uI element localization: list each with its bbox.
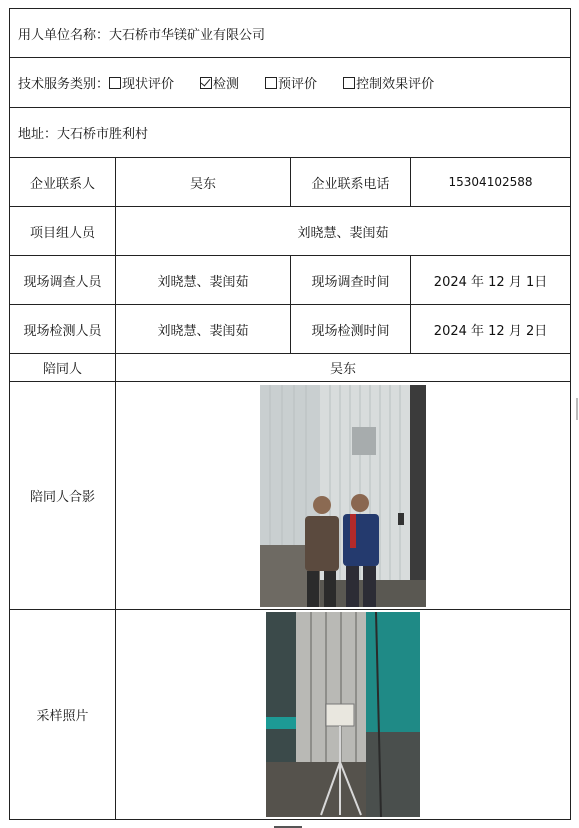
address-label: 地址： (18, 127, 58, 142)
survey-people-value: 刘晓慧、裴闺茹 (116, 256, 291, 305)
option-control-effect-evaluation[interactable]: 控制效果评价 (343, 77, 434, 92)
service-type-label: 技术服务类别： (18, 77, 110, 92)
sampling-photo-label: 采样照片 (10, 610, 116, 820)
info-form-table (9, 8, 571, 820)
user-unit-value: 大石桥市华镁矿业有限公司 (109, 27, 266, 43)
test-time-label: 现场检测时间 (291, 305, 411, 354)
checkbox-detection[interactable] (200, 77, 212, 89)
sampling-photo-cell (116, 610, 571, 820)
checkbox-control-effect-evaluation[interactable] (343, 77, 355, 89)
team-label: 项目组人员 (10, 207, 116, 256)
option-pre-evaluation[interactable]: 预评价 (265, 77, 317, 92)
service-type-cell (10, 58, 571, 108)
scrollbar-marker[interactable] (576, 398, 578, 420)
address-cell (10, 108, 571, 158)
companion-value: 吴东 (116, 354, 571, 382)
checkbox-pre-evaluation[interactable] (265, 77, 277, 89)
group-photo-image (260, 385, 426, 607)
survey-people-label: 现场调查人员 (10, 256, 116, 305)
test-people-value: 刘晓慧、裴闺茹 (116, 305, 291, 354)
contact-value: 吴东 (116, 158, 291, 207)
survey-time-value: 2024 年 12 月 1日 (411, 256, 571, 305)
user-unit-label: 用人单位名称： (18, 27, 110, 43)
group-photo-cell (116, 382, 571, 610)
user-unit-cell (10, 9, 571, 58)
address-value: 大石桥市胜利村 (57, 127, 149, 142)
test-time-value: 2024 年 12 月 2日 (411, 305, 571, 354)
survey-time-label: 现场调查时间 (291, 256, 411, 305)
option-detection[interactable]: 检测 (200, 77, 239, 92)
option-status-evaluation[interactable]: 现状评价 (109, 77, 174, 92)
contact-label: 企业联系人 (10, 158, 116, 207)
team-value: 刘晓慧、裴闺茹 (116, 207, 571, 256)
sampling-photo-image (266, 612, 420, 817)
checkbox-status-evaluation[interactable] (109, 77, 121, 89)
companion-label: 陪同人 (10, 354, 116, 382)
phone-label: 企业联系电话 (291, 158, 411, 207)
phone-value: 15304102588 (411, 158, 571, 207)
group-photo-label: 陪同人合影 (10, 382, 116, 610)
test-people-label: 现场检测人员 (10, 305, 116, 354)
